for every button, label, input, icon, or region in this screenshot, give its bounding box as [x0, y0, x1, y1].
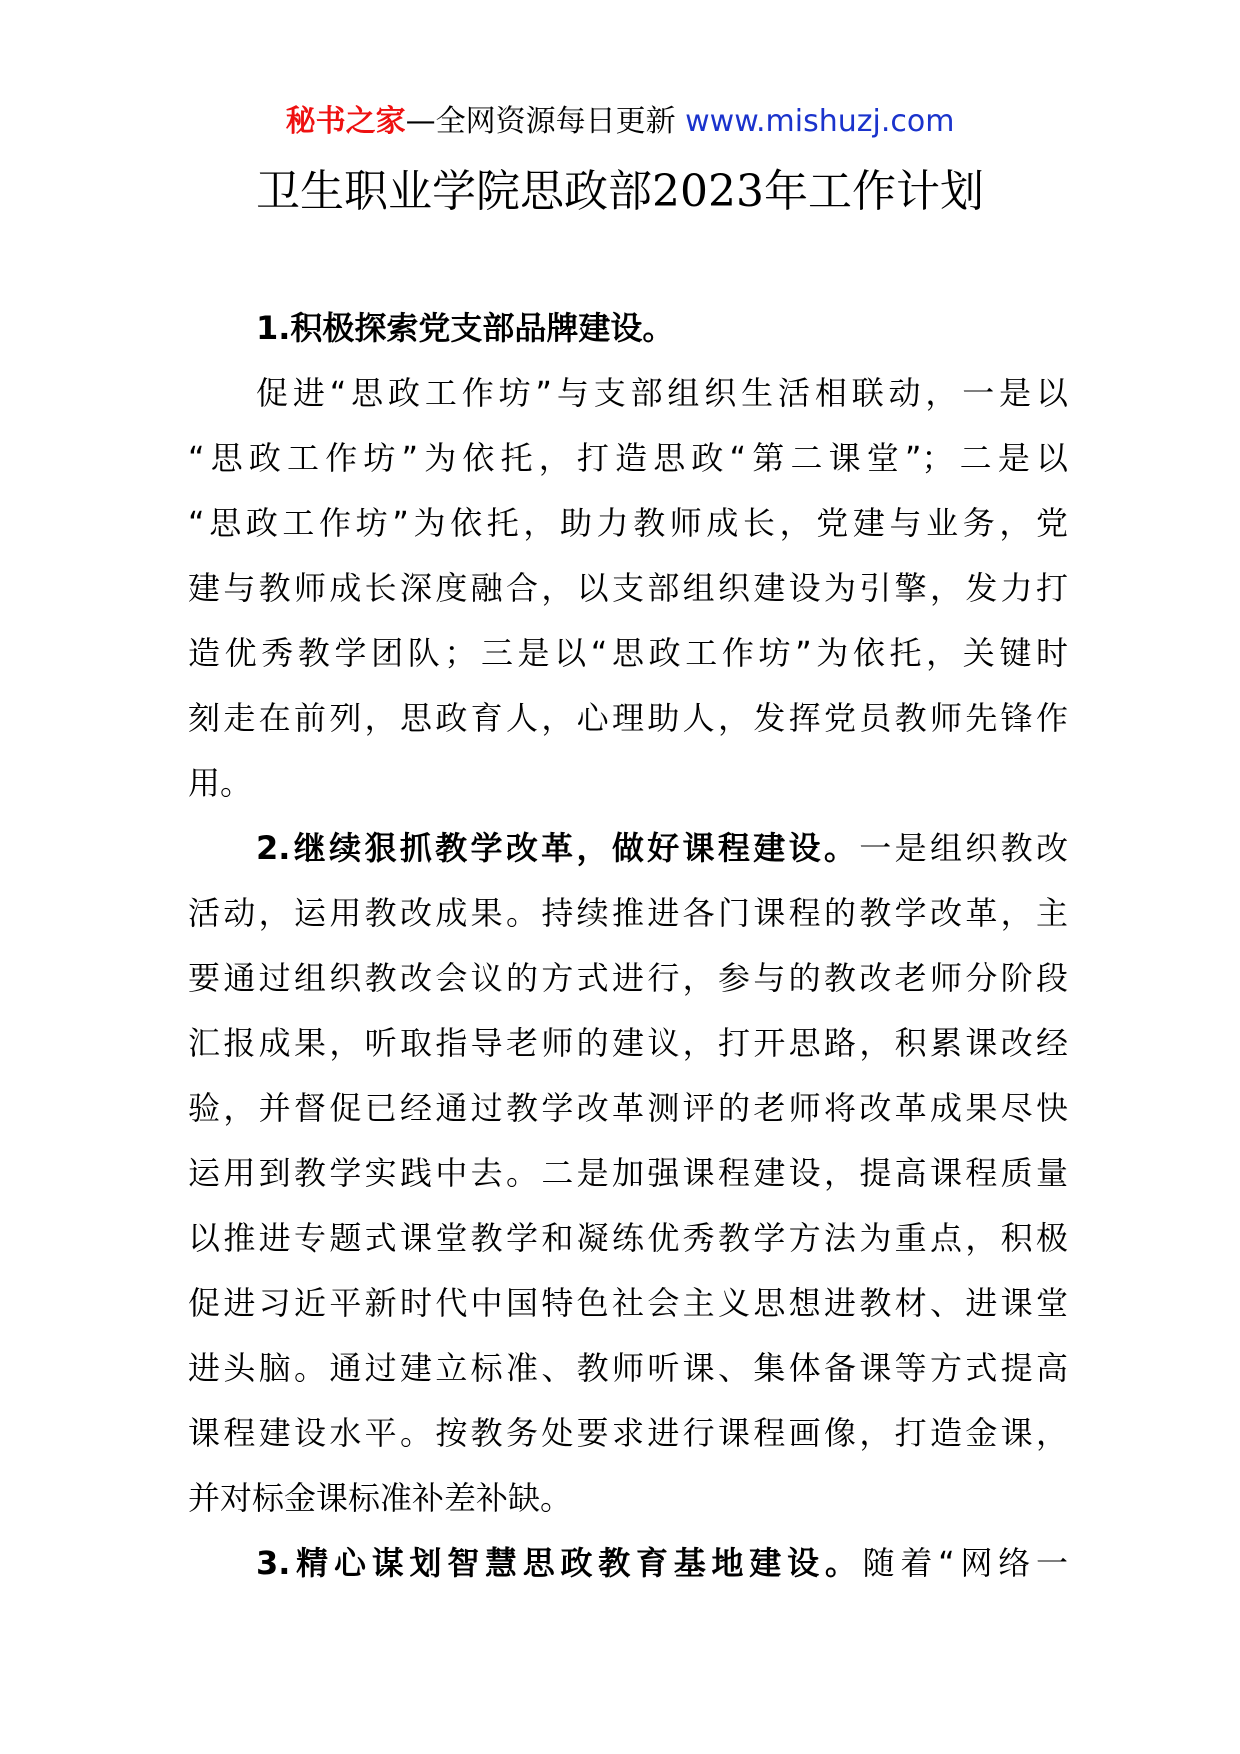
paragraph-line: 刻走在前列，思政育人，心理助人，发挥党员教师先锋作 — [188, 699, 1068, 737]
paragraph-line: 并对标金课标准补差补缺。 — [188, 1479, 573, 1517]
paragraph-line: “思政工作坊”为依托，助力教师成长，党建与业务，党 — [188, 504, 1068, 542]
paragraph-line: 汇报成果，听取指导老师的建议，打开思路，积累课改经 — [188, 1024, 1068, 1062]
paragraph-line: 促进“思政工作坊”与支部组织生活相联动，一是以 — [256, 374, 1068, 412]
site-url: www.mishuzj.com — [685, 104, 955, 139]
banner-tagline: —全网资源每日更新 — [405, 104, 686, 139]
paragraph-line: 促进习近平新时代中国特色社会主义思想进教材、进课堂 — [188, 1284, 1068, 1322]
paragraph-line: “思政工作坊”为依托，打造思政“第二课堂”；二是以 — [188, 439, 1068, 477]
page-title — [0, 162, 1240, 222]
paragraph-line: 以推进专题式课堂教学和凝练优秀教学方法为重点，积极 — [188, 1219, 1068, 1257]
paragraph-line: 要通过组织教改会议的方式进行，参与的教改老师分阶段 — [188, 959, 1068, 997]
section-2-heading-line — [188, 816, 1068, 881]
paragraph-line: 验，并督促已经通过教学改革测评的老师将改革成果尽快 — [188, 1089, 1068, 1127]
section-3-heading: 3.精心谋划智慧思政教育基地建设。 — [256, 1544, 863, 1582]
section-2-heading: 2.继续狠抓教学改革，做好课程建设。 — [256, 829, 860, 867]
title-year: 2023 — [652, 166, 764, 217]
paragraph-line: 造优秀教学团队；三是以“思政工作坊”为依托，关键时 — [188, 634, 1068, 672]
paragraph-line: 运用到教学实践中去。二是加强课程建设，提高课程质量 — [188, 1154, 1068, 1192]
title-prefix: 卫生职业学院思政部 — [256, 166, 652, 217]
document-body — [188, 296, 1068, 1596]
title-suffix: 年工作计划 — [763, 166, 984, 217]
paragraph-line: 课程建设水平。按教务处要求进行课程画像，打造金课， — [188, 1414, 1068, 1452]
section-3-heading-line — [188, 1531, 1068, 1596]
section-1-heading: 1.积极探索党支部品牌建设。 — [256, 309, 675, 347]
section-2-heading-tail: 一是组织教改 — [859, 829, 1068, 867]
paragraph-line: 进头脑。通过建立标准、教师听课、集体备课等方式提高 — [188, 1349, 1068, 1387]
paragraph-line: 建与教师成长深度融合，以支部组织建设为引擎，发力打 — [188, 569, 1068, 607]
section-3-heading-tail: 随着“网络一 — [862, 1544, 1068, 1582]
paragraph-line: 用。 — [188, 764, 253, 802]
site-banner — [0, 100, 1240, 144]
paragraph-line: 活动，运用教改成果。持续推进各门课程的教学改革，主 — [188, 894, 1068, 932]
brand-name: 秘书之家 — [285, 104, 406, 139]
